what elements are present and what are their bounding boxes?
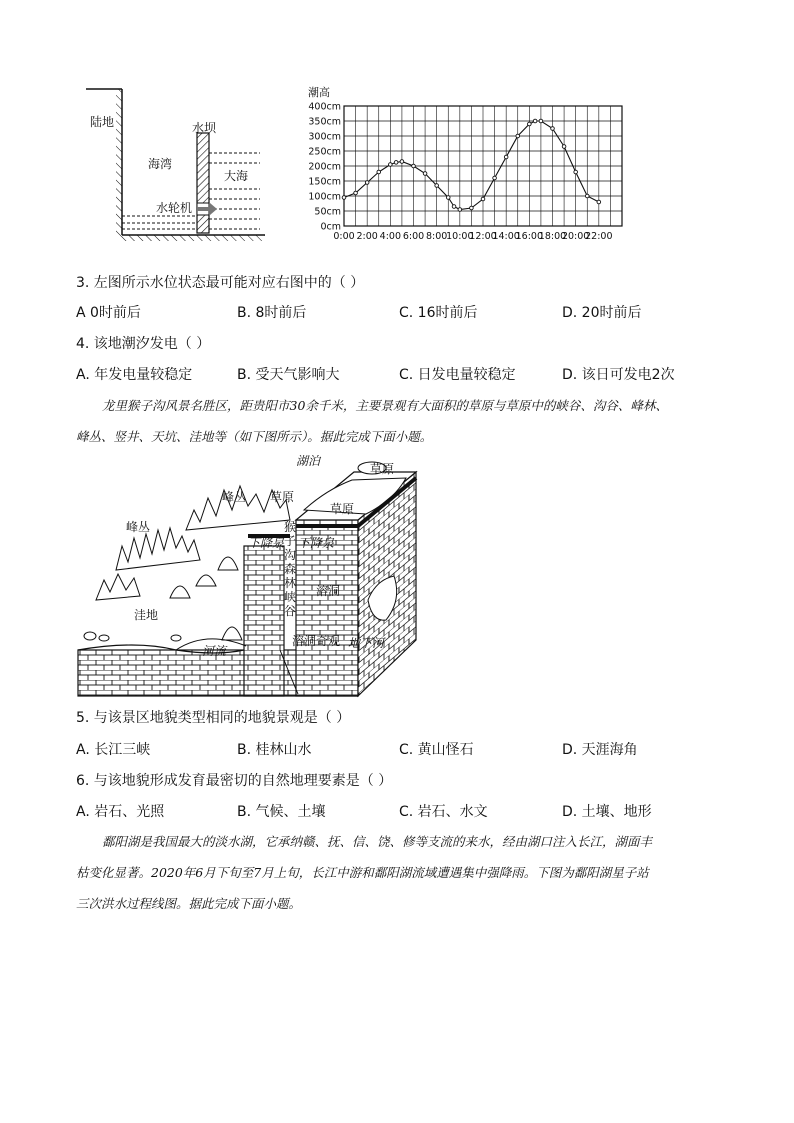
question-6-stem: 6. 与该地貌形成发育最密切的自然地理要素是（ ） xyxy=(76,773,393,789)
q5-option-b: B. 桂林山水 xyxy=(237,742,312,758)
x-tick-label: 18:00 xyxy=(538,231,567,242)
passage-2 xyxy=(76,826,726,919)
q6-option-d: D. 土壤、地形 xyxy=(562,804,652,820)
tide-data-point xyxy=(452,205,456,209)
tide-data-point xyxy=(528,122,532,126)
dam-label: 水坝 xyxy=(192,121,217,135)
question-4-stem: 4. 该地潮汐发电（ ） xyxy=(76,336,211,352)
x-tick-label: 8:00 xyxy=(425,231,448,242)
tide-data-point xyxy=(551,127,555,131)
tide-data-point xyxy=(516,134,520,138)
x-tick-label: 12:00 xyxy=(469,231,497,242)
q4-option-c: C. 日发电量较稳定 xyxy=(399,367,516,383)
underground-river-label: 地下河 xyxy=(348,636,385,650)
grassland-label-right: 草原 xyxy=(330,502,355,516)
gorge-char-6: 峡 xyxy=(284,590,297,604)
q3-option-d: D. 20时前后 xyxy=(562,305,642,321)
q4-option-b: B. 受天气影响大 xyxy=(237,367,340,383)
tide-data-point xyxy=(435,184,439,188)
gorge-char-1: 猴 xyxy=(284,520,297,534)
y-tick-label: 0cm xyxy=(320,221,341,233)
passage-2-line-2: 枯变化显著。2020年6月下旬至7月上旬，长江中游和鄱阳湖流域遭遇集中强降雨。下图为鄱阳湖星子站 xyxy=(76,865,649,880)
tide-data-point xyxy=(412,164,416,168)
tide-data-point xyxy=(539,119,543,123)
tide-data-point xyxy=(365,181,369,185)
q6-option-a: A. 岩石、光照 xyxy=(76,804,165,820)
x-tick-label: 6:00 xyxy=(402,231,425,242)
tide-data-point xyxy=(400,160,404,164)
grassland-label-top: 草原 xyxy=(370,462,395,476)
tide-data-point xyxy=(585,194,589,198)
flow-arrow-icon xyxy=(210,203,217,215)
gorge-label xyxy=(284,520,298,618)
peak-cluster-label-left: 峰丛 xyxy=(126,520,151,534)
tide-data-point xyxy=(423,172,427,176)
tide-data-point xyxy=(470,206,474,210)
passage-2-line-1: 鄱阳湖是我国最大的淡水湖，它承纳赣、抚、信、饶、修等支流的来水，经由湖口注入长江，湖面丰 xyxy=(102,834,653,849)
x-tick-label: 16:00 xyxy=(515,231,544,242)
passage-2-line-3: 三次洪水过程线图。据此完成下面小题。 xyxy=(76,896,302,911)
tide-data-point xyxy=(342,196,346,200)
gorge-char-2: 子 xyxy=(284,534,297,548)
gorge-char-4: 森 xyxy=(284,562,297,576)
dam-diagram-svg xyxy=(80,85,270,245)
y-tick-label: 200cm xyxy=(308,161,341,173)
tide-data-point xyxy=(458,208,462,212)
x-tick-label: 20:00 xyxy=(561,231,590,242)
tide-data-point xyxy=(354,191,358,195)
gorge-char-3: 沟 xyxy=(284,548,297,562)
question-5-stem: 5. 与该景区地貌类型相同的地貌景观是（ ） xyxy=(76,710,351,726)
grassland-label-middle: 草原 xyxy=(270,490,295,504)
q4-option-d: D. 该日可发电2次 xyxy=(562,367,675,383)
x-tick-label: 4:00 xyxy=(379,231,402,242)
tide-data-point xyxy=(562,145,566,149)
passage-1-line-1: 龙里猴子沟风景名胜区，距贵阳市30余千米，主要景观有大面积的草原与草原中的峡谷、沟谷、峰林、 xyxy=(102,398,668,413)
tide-chart-svg xyxy=(300,82,630,252)
y-tick-label: 50cm xyxy=(314,206,341,218)
tide-data-point xyxy=(574,170,578,174)
gorge-char-7: 谷 xyxy=(284,604,297,618)
y-axis-title: 潮高 xyxy=(308,86,330,99)
x-tick-label: 0:00 xyxy=(333,231,355,242)
depression-label: 洼地 xyxy=(134,608,159,622)
tide-data-point xyxy=(493,176,497,180)
q4-option-a: A. 年发电量较稳定 xyxy=(76,367,193,383)
q6-option-b: B. 气候、土壤 xyxy=(237,804,326,820)
sea-label: 大海 xyxy=(224,169,249,183)
tide-data-point xyxy=(597,200,601,204)
tide-data-point xyxy=(504,155,508,159)
x-tick-label: 10:00 xyxy=(446,231,474,242)
tide-data-point xyxy=(481,197,485,201)
question-3-stem: 3. 左图所示水位状态最可能对应右图中的（ ） xyxy=(76,275,365,291)
q5-option-a: A. 长江三峡 xyxy=(76,742,151,758)
tide-data-point xyxy=(446,196,450,200)
spring-label-right: 下降泉 xyxy=(298,536,335,550)
tide-data-point xyxy=(533,119,537,123)
river-label: 河流 xyxy=(202,644,227,658)
cave-label: 溶洞 xyxy=(316,584,341,598)
y-tick-label: 350cm xyxy=(308,116,341,128)
tide-data-point xyxy=(377,170,381,174)
y-tick-label: 400cm xyxy=(308,101,341,113)
passage-1 xyxy=(76,390,726,452)
x-tick-label: 14:00 xyxy=(492,231,520,242)
q3-option-c: C. 16时前后 xyxy=(399,305,478,321)
karst-diagram xyxy=(76,450,436,700)
y-tick-label: 250cm xyxy=(308,146,341,158)
x-tick-label: 2:00 xyxy=(356,231,378,242)
y-tick-label: 150cm xyxy=(308,176,341,188)
x-tick-label: 22:00 xyxy=(585,231,613,242)
tide-data-point xyxy=(394,161,398,165)
q5-option-c: C. 黄山怪石 xyxy=(399,742,474,758)
y-tick-label: 300cm xyxy=(308,131,341,143)
cave-wonder-label: 溶洞奇观 xyxy=(292,634,341,648)
bay-label: 海湾 xyxy=(148,157,173,171)
lake-label: 湖泊 xyxy=(296,454,321,468)
turbine-label: 水轮机 xyxy=(156,201,193,215)
peak-cluster-label-top: 峰丛 xyxy=(222,490,247,504)
tide-data-point xyxy=(389,163,393,167)
tide-chart xyxy=(300,82,630,252)
karst-diagram-svg xyxy=(76,450,436,700)
land-label: 陆地 xyxy=(90,115,115,129)
y-tick-label: 100cm xyxy=(308,191,341,203)
spring-label-left: 下降泉 xyxy=(248,536,285,550)
gorge-char-5: 林 xyxy=(284,576,297,590)
q5-option-d: D. 天涯海角 xyxy=(562,742,638,758)
q6-option-c: C. 岩石、水文 xyxy=(399,804,488,820)
q3-option-b: B. 8时前后 xyxy=(237,305,307,321)
dam-diagram xyxy=(80,85,270,245)
passage-1-line-2: 峰丛、竖井、天坑、洼地等（如下图所示）。据此完成下面小题。 xyxy=(76,429,433,444)
q3-option-a: A 0时前后 xyxy=(76,305,141,321)
